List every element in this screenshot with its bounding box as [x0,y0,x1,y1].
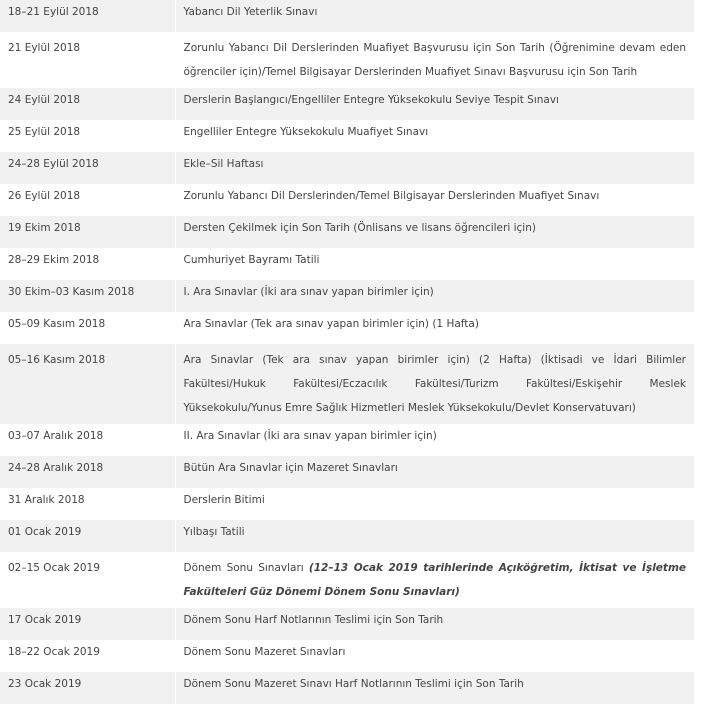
event-cell: Engelliler Entegre Yüksekokulu Muafiyet Sınavı [183,126,429,138]
date-cell: 31 Aralık 2018 [0,488,175,520]
table-row [0,88,694,120]
table-row [0,488,694,520]
date-cell: 30 Ekim–03 Kasım 2018 [0,280,175,312]
table-row [0,280,694,312]
table-row [0,672,694,704]
date-cell: 21 Eylül 2018 [0,32,175,88]
table-row [0,216,694,248]
event-cell: Dersten Çekilmek için Son Tarih (Önlisans ve lisans öğrencileri için) [183,222,536,234]
date-cell: 19 Ekim 2018 [0,216,175,248]
event-cell: Yılbaşı Tatili [183,526,245,538]
date-cell: 23 Ocak 2019 [0,672,175,704]
event-cell: I. Ara Sınavlar (İki ara sınav yapan birimler için) [183,286,434,298]
table-row [0,520,694,552]
event-cell: II. Ara Sınavlar (İki ara sınav yapan birimler için) [183,430,437,442]
table-row [0,640,694,672]
event-cell: Zorunlu Yabancı Dil Derslerinden Muafiyet Başvurusu için Son Tarih (Öğrenimine devam eden öğrenciler için)/Temel Bilgisayar Derslerinden Muafiyet Sınavı Başvurusu için Son Tarih [183,42,686,78]
event-cell: Derslerin Bitimi [183,494,265,506]
date-cell: 18–22 Ocak 2019 [0,640,175,672]
date-cell: 24–28 Aralık 2018 [0,456,175,488]
table-row [0,344,694,424]
table-row [0,0,694,32]
date-cell: 17 Ocak 2019 [0,608,175,640]
table-row [0,184,694,216]
event-cell: Cumhuriyet Bayramı Tatili [183,254,320,266]
event-note: (12–13 Ocak 2019 tarihlerinde Açıköğretim, İktisat ve İşletme Fakülteleri Güz Dönemi Dönem Sonu Sınavları) [183,562,687,598]
date-cell: 24 Eylül 2018 [0,88,175,120]
event-cell [175,552,694,608]
event-cell: Derslerin Başlangıcı/Engelliler Entegre Yüksekokulu Seviye Tespit Sınavı [183,94,559,106]
date-cell: 18–21 Eylül 2018 [0,0,175,32]
event-cell: Dönem Sonu Mazeret Sınavları [183,646,346,658]
table-row [0,120,694,152]
event-cell: Dönem Sonu Harf Notlarının Teslimi için Son Tarih [183,614,444,626]
table-row [0,456,694,488]
event-cell: Bütün Ara Sınavlar için Mazeret Sınavları [183,462,398,474]
date-cell: 24–28 Eylül 2018 [0,152,175,184]
date-cell: 01 Ocak 2019 [0,520,175,552]
date-cell: 05–09 Kasım 2018 [0,312,175,344]
table-row [0,32,694,88]
table-row [0,608,694,640]
table-row [0,312,694,344]
event-cell: Yabancı Dil Yeterlik Sınavı [183,6,318,18]
date-cell: 02–15 Ocak 2019 [0,552,175,608]
event-cell: Zorunlu Yabancı Dil Derslerinden/Temel Bilgisayar Derslerinden Muafiyet Sınavı [183,190,600,202]
date-cell: 03–07 Aralık 2018 [0,424,175,456]
date-cell: 05–16 Kasım 2018 [0,344,175,424]
date-cell: 26 Eylül 2018 [0,184,175,216]
event-text: Dönem Sonu Sınavları [183,562,304,574]
table-row [0,552,694,608]
event-cell: Ekle–Sil Haftası [183,158,264,170]
date-cell: 25 Eylül 2018 [0,120,175,152]
event-cell: Ara Sınavlar (Tek ara sınav yapan birimler için) (1 Hafta) [183,318,479,330]
event-cell: Dönem Sonu Mazeret Sınavı Harf Notlarının Teslimi için Son Tarih [183,678,524,690]
event-cell: Ara Sınavlar (Tek ara sınav yapan birimler için) (2 Hafta) (İktisadi ve İdari Bilimler Fakültesi/Hukuk Fakültesi/Eczacılık Fakültesi/Turizm Fakültesi/Eskişehir Meslek Yüksekokulu/Yunus Emre Sağlık Hizmetleri Meslek Yüksekokulu/Devlet Konservatuvarı) [183,354,686,414]
table-row [0,424,694,456]
date-cell: 28–29 Ekim 2018 [0,248,175,280]
table-row [0,248,694,280]
table-row [0,152,694,184]
